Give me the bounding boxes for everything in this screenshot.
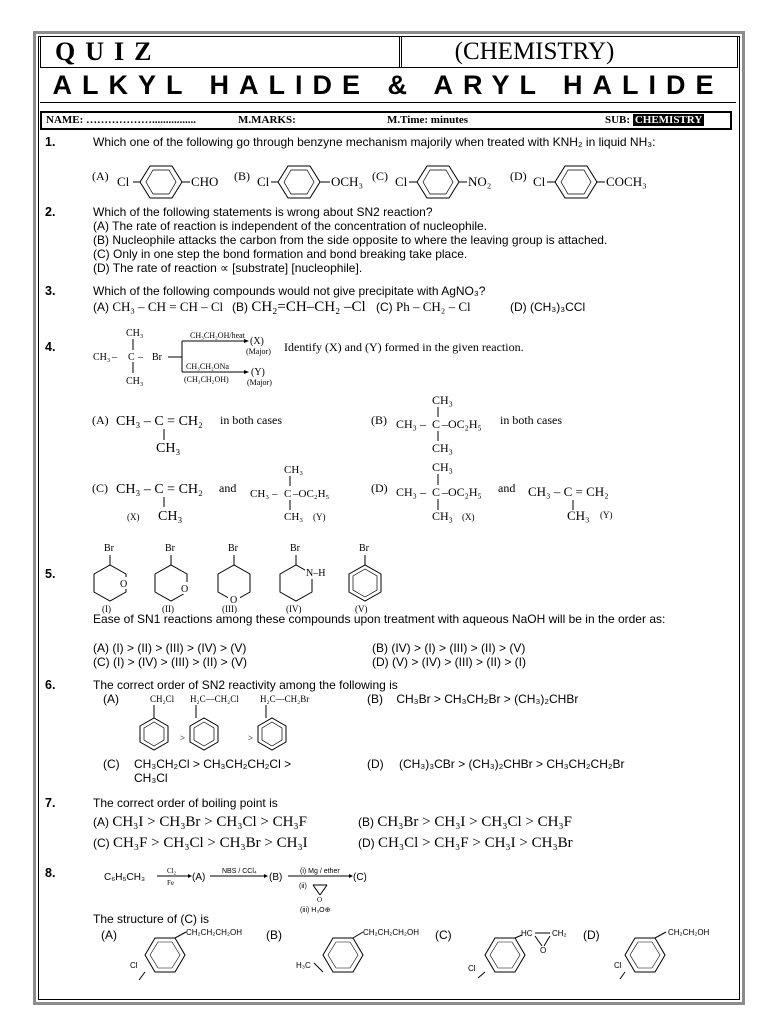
svg-text:(iii) H₃O⊕: (iii) H₃O⊕ bbox=[300, 907, 331, 914]
sub-value: CHEMISTRY bbox=[634, 114, 703, 126]
svg-text:C: C bbox=[432, 417, 441, 431]
svg-text:CH₂CH₂CH₂OH: CH₂CH₂CH₂OH bbox=[186, 928, 242, 937]
svg-text:(I): (I) bbox=[102, 604, 111, 614]
svg-text:CH₃ – C = CH₂: CH₃ – C = CH₂ bbox=[116, 414, 203, 429]
svg-text:CH₂: CH₂ bbox=[552, 929, 567, 938]
svg-text:CH₃: CH₃ bbox=[432, 441, 453, 455]
svg-text:Cl: Cl bbox=[130, 961, 138, 970]
svg-text:CH₃: CH₃ bbox=[396, 417, 417, 431]
svg-text:(III): (III) bbox=[222, 604, 237, 614]
svg-text:O: O bbox=[317, 896, 323, 904]
svg-text:(A): (A) bbox=[92, 413, 109, 427]
option-d: (D) (CH₃)₃CCl bbox=[510, 300, 586, 314]
svg-text:CHO: CHO bbox=[191, 174, 219, 189]
svg-text:CH₃: CH₃ bbox=[432, 509, 453, 523]
svg-text:C: C bbox=[128, 352, 135, 363]
question-text: The correct order of SN2 reactivity among the following is bbox=[93, 678, 398, 692]
svg-text:(Y): (Y) bbox=[251, 367, 265, 378]
svg-text:(A): (A) bbox=[92, 169, 109, 183]
svg-text:in both cases: in both cases bbox=[500, 413, 562, 427]
svg-text:CH₃: CH₃ bbox=[93, 352, 111, 363]
svg-text:(II): (II) bbox=[162, 604, 174, 614]
svg-text:(Major): (Major) bbox=[247, 378, 272, 387]
question-text: The correct order of boiling point is bbox=[93, 796, 278, 810]
svg-text:COCH₃: COCH₃ bbox=[606, 174, 647, 189]
svg-text:(B): (B) bbox=[234, 169, 250, 183]
svg-text:Br: Br bbox=[290, 543, 300, 554]
svg-text:Cl: Cl bbox=[468, 964, 476, 973]
option-b: (B) (IV) > (I) > (III) > (II) > (V) bbox=[372, 641, 526, 655]
svg-text:Br: Br bbox=[228, 543, 238, 554]
svg-text:Br: Br bbox=[104, 543, 114, 554]
svg-text:(Major): (Major) bbox=[246, 347, 271, 356]
svg-text:Cl: Cl bbox=[533, 174, 546, 189]
svg-text:(Y): (Y) bbox=[600, 510, 613, 520]
svg-text:Cl: Cl bbox=[614, 961, 622, 970]
name-field: NAME: ………………................ bbox=[46, 114, 197, 126]
option-a: (A) The rate of reaction is independent of the concentration of nucleophile. bbox=[93, 219, 488, 233]
svg-text:CH₃: CH₃ bbox=[126, 376, 144, 387]
option-c-text: CH₃Cl bbox=[134, 771, 168, 785]
svg-text:–OC₂H₅: –OC₂H₅ bbox=[293, 488, 330, 500]
svg-text:>: > bbox=[248, 733, 254, 743]
svg-text:Fe: Fe bbox=[167, 879, 174, 887]
option-c: (C) Only in one step the bond formation and bond breaking take place. bbox=[93, 247, 468, 261]
option-b: (B) bbox=[266, 928, 282, 942]
svg-text:CH₃: CH₃ bbox=[567, 508, 590, 523]
svg-text:CH₂Cl: CH₂Cl bbox=[150, 694, 175, 704]
svg-text:and: and bbox=[498, 481, 516, 495]
time-field: M.Time: minutes bbox=[387, 114, 469, 126]
sub-field: SUB: CHEMISTRY bbox=[605, 114, 703, 126]
option-d: (D) CH₃Cl > CH₃F > CH₃I > CH₃Br bbox=[358, 835, 573, 851]
option-c: (C) Ph – CH₂ – Cl bbox=[376, 299, 471, 314]
option-d-text: (CH₃)₃CBr > (CH₃)₂CHBr > CH₃CH₂CH₂Br bbox=[399, 757, 625, 771]
svg-text:(A): (A) bbox=[192, 872, 206, 883]
svg-text:CH₃ – C = CH₂: CH₃ – C = CH₂ bbox=[528, 484, 609, 499]
main-title: ALKYL HALIDE & ARYL HALIDE bbox=[40, 68, 736, 103]
question-text: Which of the following compounds would not give precipitate with AgNO₃? bbox=[93, 284, 486, 298]
svg-text:O: O bbox=[540, 946, 547, 955]
svg-text:(D): (D) bbox=[510, 169, 527, 183]
question-text: Which one of the following go through benzyne mechanism majorily when treated with KNH₂ in liquid NH₃: bbox=[93, 135, 656, 149]
quiz-title: QUIZ bbox=[41, 37, 402, 67]
svg-text:–: – bbox=[420, 417, 426, 431]
option-c: (C) (I) > (IV) > (III) > (II) > (V) bbox=[93, 655, 248, 669]
svg-text:C₆H₅CH₃: C₆H₅CH₃ bbox=[104, 872, 146, 883]
svg-text:O: O bbox=[230, 595, 238, 606]
option-b: (B) CH₃Br > CH₃CH₂Br > (CH₃)₂CHBr bbox=[367, 692, 579, 706]
question-number: 3. bbox=[45, 284, 56, 298]
question-number: 5. bbox=[45, 567, 56, 581]
svg-text:–OC₂H₅: –OC₂H₅ bbox=[442, 417, 482, 431]
option-c: (C) bbox=[435, 928, 452, 942]
question-text: Which of the following statements is wrong about SN2 reaction? bbox=[93, 205, 433, 219]
svg-text:CH₃: CH₃ bbox=[432, 393, 453, 407]
option-c: (C) bbox=[103, 757, 120, 771]
svg-text:CH₃: CH₃ bbox=[158, 509, 183, 524]
marks-field: M.MARKS: bbox=[238, 114, 296, 126]
svg-text:Identify (X) and (Y) formed in: Identify (X) and (Y) formed in the given reaction. bbox=[284, 340, 524, 354]
svg-text:(CH₃CH₂OH): (CH₃CH₂OH) bbox=[184, 375, 229, 384]
svg-text:CH₃: CH₃ bbox=[284, 464, 304, 476]
svg-text:(C): (C) bbox=[353, 872, 367, 883]
svg-text:Cl: Cl bbox=[117, 174, 130, 189]
option-a: (A) CH₃ – CH = CH – Cl bbox=[93, 299, 224, 314]
svg-text:CH₃ – C = CH₂: CH₃ – C = CH₂ bbox=[116, 482, 203, 497]
svg-text:(ii): (ii) bbox=[299, 883, 307, 890]
option-c-text: CH₃CH₂Cl > CH₃CH₂CH₂Cl > bbox=[134, 757, 292, 771]
svg-text:CH₃: CH₃ bbox=[284, 511, 304, 523]
subject-title: (CHEMISTRY) bbox=[454, 38, 615, 65]
svg-text:(IV): (IV) bbox=[286, 604, 302, 614]
svg-text:(i) Mg / ether: (i) Mg / ether bbox=[300, 868, 340, 875]
svg-text:CH₃: CH₃ bbox=[396, 485, 417, 499]
question-number: 1. bbox=[45, 135, 56, 149]
svg-text:NO₂: NO₂ bbox=[468, 174, 492, 189]
svg-text:H₂C—CH₂Br: H₂C—CH₂Br bbox=[260, 694, 310, 704]
svg-text:(X): (X) bbox=[127, 512, 140, 522]
svg-text:Cl: Cl bbox=[257, 174, 270, 189]
svg-text:CH₃: CH₃ bbox=[156, 441, 181, 456]
svg-text:–: – bbox=[420, 485, 426, 499]
svg-text:–: – bbox=[272, 488, 278, 500]
option-b: (B) Nucleophile attacks the carbon from the side opposite to where the leaving group is attached. bbox=[93, 233, 608, 247]
svg-text:–: – bbox=[138, 352, 143, 363]
question-number: 4. bbox=[45, 340, 56, 354]
svg-text:O: O bbox=[181, 584, 189, 595]
svg-text:Cl₂: Cl₂ bbox=[167, 867, 177, 875]
option-a: (A) bbox=[101, 928, 117, 942]
option-a: (A) (I) > (II) > (III) > (IV) > (V) bbox=[93, 641, 247, 655]
svg-text:H₂C—CH₂Cl: H₂C—CH₂Cl bbox=[190, 694, 239, 704]
svg-text:CH₃CH₂OH/heat: CH₃CH₂OH/heat bbox=[190, 331, 245, 340]
option-b: (B) CH₂=CH–CH₂ –Cl bbox=[232, 299, 366, 315]
question-text: The structure of (C) is bbox=[93, 912, 210, 926]
question-number: 6. bbox=[45, 678, 56, 692]
svg-text:Br: Br bbox=[152, 352, 162, 363]
svg-text:(V): (V) bbox=[355, 604, 368, 614]
svg-text:–OC₂H₅: –OC₂H₅ bbox=[442, 485, 482, 499]
svg-text:N–H: N–H bbox=[306, 568, 326, 579]
question-number: 7. bbox=[45, 796, 56, 810]
question-number: 8. bbox=[45, 866, 56, 880]
option-d: (D) The rate of reaction ∝ [substrate] [nucleophile]. bbox=[93, 261, 363, 275]
svg-text:Br: Br bbox=[359, 543, 369, 554]
svg-text:Cl: Cl bbox=[395, 174, 408, 189]
svg-text:CH₃CH₂ONa: CH₃CH₂ONa bbox=[186, 362, 229, 371]
svg-text:C: C bbox=[432, 485, 441, 499]
svg-text:and: and bbox=[219, 481, 237, 495]
question-number: 2. bbox=[45, 205, 56, 219]
svg-text:H₃C: H₃C bbox=[296, 961, 311, 970]
option-c: (C) CH₃F > CH₃Cl > CH₃Br > CH₃I bbox=[93, 835, 308, 851]
svg-text:CH₃: CH₃ bbox=[432, 460, 453, 474]
svg-text:(X): (X) bbox=[462, 512, 475, 522]
svg-text:CH₃: CH₃ bbox=[250, 488, 270, 500]
svg-text:OCH₃: OCH₃ bbox=[331, 174, 363, 189]
option-a: (A) bbox=[103, 692, 119, 706]
svg-text:CH₂CH₂OH: CH₂CH₂OH bbox=[668, 928, 710, 937]
option-d: (D) bbox=[583, 928, 600, 942]
question-text: Ease of SN1 reactions among these compounds upon treatment with aqueous NaOH will be in the order as: bbox=[93, 612, 666, 626]
svg-text:(X): (X) bbox=[250, 336, 264, 347]
svg-text:(Y): (Y) bbox=[313, 512, 326, 522]
option-d: (D) bbox=[367, 757, 384, 771]
svg-text:>: > bbox=[180, 733, 186, 743]
svg-text:Br: Br bbox=[165, 543, 175, 554]
svg-text:O: O bbox=[120, 579, 128, 590]
option-d: (D) (V) > (IV) > (III) > (II) > (I) bbox=[372, 655, 527, 669]
svg-text:(C): (C) bbox=[372, 169, 388, 183]
svg-text:in both cases: in both cases bbox=[220, 413, 282, 427]
svg-text:C: C bbox=[284, 488, 292, 500]
svg-text:(D): (D) bbox=[371, 481, 388, 495]
svg-text:CH₃: CH₃ bbox=[126, 328, 144, 339]
svg-text:(B): (B) bbox=[269, 872, 283, 883]
option-a: (A) CH₃I > CH₃Br > CH₃Cl > CH₃F bbox=[93, 814, 307, 830]
svg-text:HC: HC bbox=[521, 929, 533, 938]
svg-text:(B): (B) bbox=[371, 413, 387, 427]
svg-text:NBS / CCl₄: NBS / CCl₄ bbox=[222, 868, 257, 875]
svg-text:–: – bbox=[112, 352, 117, 363]
svg-text:(C): (C) bbox=[92, 481, 108, 495]
svg-text:CH₂CH₂CH₂OH: CH₂CH₂CH₂OH bbox=[363, 928, 419, 937]
option-b: (B) CH₃Br > CH₃I > CH₃Cl > CH₃F bbox=[358, 814, 572, 830]
